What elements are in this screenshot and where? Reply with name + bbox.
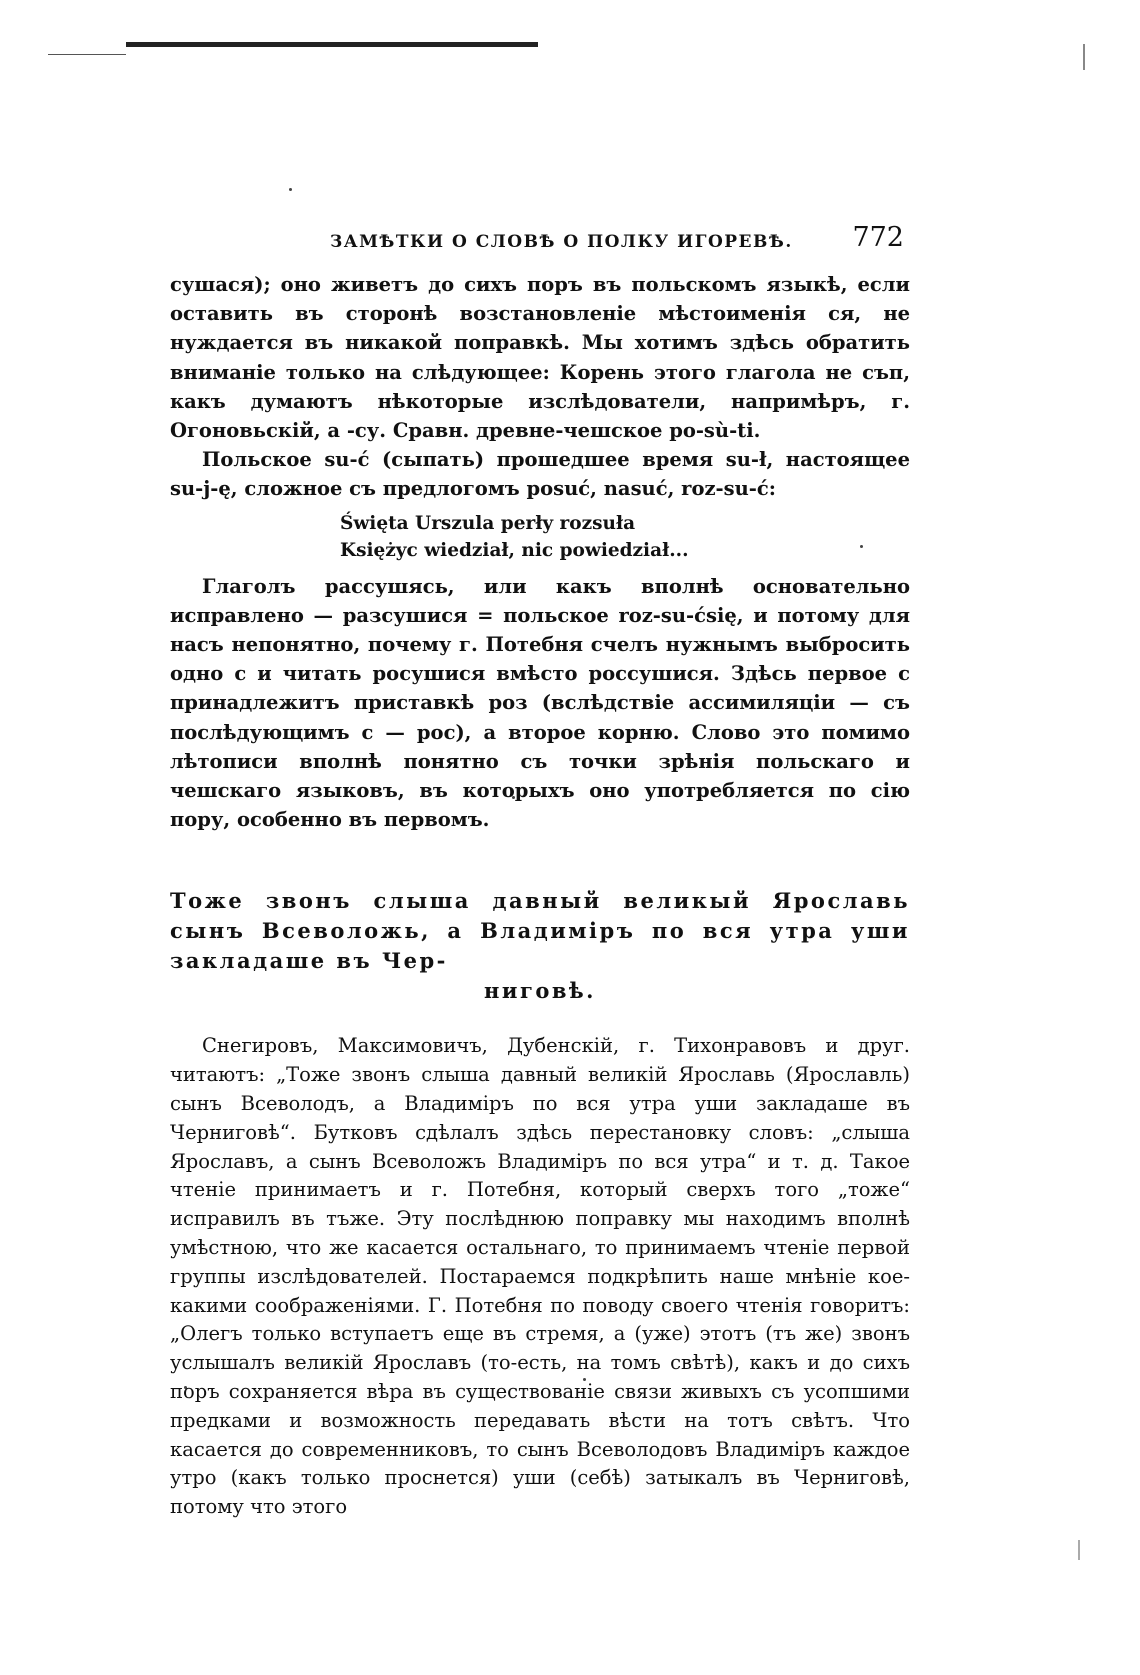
top-rule-thin: [48, 54, 126, 55]
paragraph-continuation: сушася); оно живетъ до сихъ поръ въ польскомъ языкѣ, если оставить въ сторонѣ возстановленіе мѣстоименія ся, не нуждается въ никакой поправкѣ. Мы хотимъ здѣсь обратить вниманіе только на слѣдующее: Корень этого глагола не съп, какъ думаютъ нѣкоторые изслѣдователи, напримѣръ, г. Огоновьскій, а -су. Сравн. древне-чешское po-sù-ti.: [170, 273, 910, 443]
paragraph-polish-verb: Польское su-ć (сыпать) прошедшее время su-ł, настоящее su-j-ę, сложное съ предлогомъ posuć, nasuć, roz-su-ć:: [170, 448, 910, 501]
top-rule: [126, 42, 538, 47]
verse-line-2: Księżyc wiedział, nic powiedział...: [340, 539, 689, 561]
running-head: [170, 222, 910, 270]
book-page: [170, 222, 910, 1522]
part-2: [170, 886, 910, 1522]
quoted-heading-last-line: ниговѣ.: [484, 978, 596, 1004]
verse-line-1: Święta Urszula perły rozsuła: [340, 512, 636, 534]
quoted-heading: Тоже звонъ слыша давный великый Ярославь сынъ Всеволожь, а Владиміръ по вся утра уши закладаше въ Чер-: [170, 888, 910, 974]
speck: [289, 188, 292, 191]
margin-mark-top: [1083, 44, 1085, 70]
page-number: 772: [852, 222, 904, 253]
running-title: ЗАМѢТКИ О СЛОВѢ О ПОЛКУ ИГОРЕВѢ.: [330, 232, 793, 252]
section-gap: [170, 834, 910, 886]
paragraph-glagol: Глаголъ рассушясь, или какъ вполнѣ основательно исправлено — разсушися = польское roz-su-ćsię, и потому для насъ непонятно, почему г. Потебня счелъ нужнымъ выбросить одно с и читать росушися вмѣсто россушися. Здѣсь первое с принадлежитъ приставкѣ роз (вслѣдствіе ассимиляціи — съ послѣдующимъ с — рос), а второе корню. Слово это помимо лѣтописи вполнѣ понятно съ точки зрѣнія польскаго и чешскаго языковъ, въ которыхъ оно употребляется по сію пору, особенно въ первомъ.: [170, 574, 910, 832]
part-1: [170, 270, 910, 834]
margin-mark-bottom: [1078, 1540, 1080, 1560]
commentary-paragraph: Снегировъ, Максимовичъ, Дубенскій, г. Тихонравовъ и друг. читаютъ: „Тоже звонъ слыша давный великій Ярославь (Ярославль) сынъ Всеволодъ, а Владиміръ по вся утра уши закладаше въ Черниговѣ“. Бутковъ сдѣлалъ здѣсь перестановку словъ: „слыша Ярославъ, а сынъ Всеволожъ Владиміръ по вся утра“ и т. д. Такое чтеніе принимаетъ и г. Потебня, который сверхъ того „тоже“ исправилъ въ тъже. Эту послѣднюю поправку мы находимъ вполнѣ умѣстною, что же касается остальнаго, то принимаемъ чтеніе первой группы изслѣдователей. Постараемся подкрѣпить наше мнѣніе кое-какими соображеніями. Г. Потебня по поводу своего чтенія говоритъ: „Олегъ только вступаетъ еще въ стремя, а (уже) этотъ (тъ же) звонъ услышалъ великій Ярославъ (то-есть, на томъ свѣтѣ), какъ и до сихъ поръ сохраняется вѣра въ существованіе связи живыхъ съ усопшими предками и возможность передавать вѣсти на тотъ свѣтъ. Что касается до современниковъ, то сынъ Всеволодовъ Владиміръ каждое утро (какъ только проснется) уши (себѣ) затыкалъ въ Черниговѣ, потому что этого: [170, 1034, 910, 1519]
heading-gap: [170, 1006, 910, 1032]
verse-quote: [340, 510, 910, 564]
